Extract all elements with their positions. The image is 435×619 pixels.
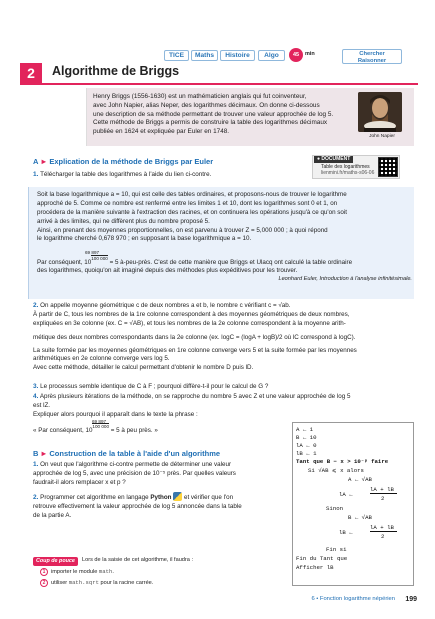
python-logo-icon (173, 492, 182, 501)
question-text: La suite formée par les moyennes géométriques en 1re colonne converge vers 5 et la suite formée par les moyennes (33, 346, 357, 354)
quote-exponent-numerator: 69 897 (92, 418, 107, 424)
algorithm-line: lA + lB (370, 524, 394, 531)
question-text: À partir de C, tous les nombres de la 1re colonne correspondent à des moyennes géométriques de deux nombres, (33, 310, 350, 318)
tip-item-2 (40, 579, 153, 588)
question-number: 3. (33, 383, 39, 390)
intro-line: publiée en 1624 et expliquée par Euler en 1748. (93, 128, 230, 136)
time-unit: min (305, 51, 315, 57)
fraction-bar (370, 531, 397, 532)
quote-suffix: = 5 à-peu-près. C'est de cette manière que Briggs et Ulacq ont calculé la table ordinaire (107, 258, 353, 266)
quote-line: des logarithmes, quoiqu'on ait imaginé depuis des méthodes plus expéditives pour les trouver. (37, 267, 298, 275)
algorithm-line: Tant que B − x > 10⁻ᵖ faire (296, 458, 389, 465)
qr-code-icon[interactable] (378, 157, 398, 177)
part-b-heading (33, 449, 220, 460)
tag-maths: Maths (191, 50, 218, 61)
question-text: = 5 à peu près. » (109, 427, 158, 435)
quote-prefix: Par conséquent, 10 (37, 258, 92, 266)
tip-item-1 (40, 568, 114, 577)
question-a2 (33, 301, 413, 373)
question-text: de la partie A. (33, 511, 72, 519)
question-number: 2. (33, 494, 39, 501)
question-text: Expliquer alors pourquoi il apparaît dans le texte la phrase : (33, 410, 198, 418)
skill-line2: Raisonner (357, 57, 387, 64)
tag-algo: Algo (258, 50, 285, 61)
tip-item-number: 2 (40, 579, 48, 587)
quote-line: Ainsi, en prenant des moyennes proportionnelles, on est parvenu à trouver Z = 5,000 000 ; à quoi répond (37, 226, 328, 234)
algorithm-line: 2 (381, 495, 385, 502)
tip-item-number: 1 (40, 568, 48, 576)
john-napier-portrait (358, 92, 402, 132)
part-a-title: Explication de la méthode de Briggs par Euler (49, 157, 214, 166)
algorithm-line: lA ← 0 (296, 442, 317, 449)
page-number: 199 (405, 596, 417, 603)
exercise-title: Algorithme de Briggs (52, 64, 180, 78)
intro-line: Henry Briggs (1556-1630) est un mathématicien anglais qui fut coinventeur, (93, 93, 307, 100)
question-text: est lZ. (33, 401, 51, 409)
question-text: approchée de log 5, avec une précision de 10⁻⁵ près. Par quelles valeurs (33, 469, 236, 477)
algorithm-line: Fin du Tant que (296, 555, 348, 562)
quote-line: le logarithme cherché 0,678 970 ; en supposant la base logarithmique a = 10. (37, 235, 252, 243)
skill-badge (342, 49, 402, 64)
quote-line: approché de 5. Comme ce nombre est renfermé entre les limites 1 et 10, dont les logarithmes sont 0 et 1, on (37, 199, 338, 207)
question-text: On veut que l'algorithme ci-contre permette de déterminer une valeur (40, 461, 232, 468)
euler-quote-text (37, 191, 412, 244)
algorithm-line: 2 (381, 533, 385, 540)
algorithm-line: lA + lB (370, 486, 394, 493)
algorithm-line: lB ← 1 (296, 450, 317, 457)
question-number: 2. (33, 302, 39, 309)
tip-badge: Coup de pouce (33, 557, 78, 566)
question-text: Le processus semble identique de C à F ; pourquoi diffère-t-il pour le calcul de G ? (40, 383, 269, 390)
quote-exponent-denominator: 100 000 (91, 255, 108, 261)
question-number: 4. (33, 393, 39, 400)
part-a-question-1 (33, 171, 211, 180)
question-text: « Par conséquent, 10 (33, 427, 93, 435)
skill-line1: Chercher (359, 51, 385, 57)
algorithm-line: lB ← (339, 529, 353, 536)
part-b-title: Construction de la table à l'aide d'un algorithme (49, 449, 221, 458)
intro-text (93, 93, 355, 137)
tip-item-code: math.sqrt (68, 579, 99, 586)
algorithm-line: Afficher lB (296, 564, 334, 571)
tip-text: Lors de la saisie de cet algorithme, il faudra : (82, 557, 194, 563)
python-label: Python (150, 494, 172, 501)
tip-item-text: . (112, 569, 114, 575)
tip-item-text: pour la racine carrée. (98, 580, 154, 586)
algorithm-line: Si √AB ⩽ x alors (308, 467, 364, 474)
algorithm-line: Fin si (326, 546, 347, 553)
question-a3 (33, 382, 413, 392)
exercise-number: 2 (20, 63, 42, 83)
tip-item-code: math (98, 568, 113, 575)
question-text: métique des deux nombres correspondants dans la 2e colonne (ex. logC = (logA + logB)/2 où lC correspond à logC). (33, 333, 356, 341)
question-text: retrouve effectivement la valeur approchée de log 5 annoncée dans la table (33, 502, 242, 510)
question-text: expliquées en 3e colonne (ex. C = √AB), et tous les nombres de la 2e colonne correspondent à la moyenne arith- (33, 319, 346, 327)
part-a-heading (33, 157, 213, 168)
question-text: Télécharger la table des logarithmes à l'aide du lien ci-contre. (40, 171, 212, 178)
question-text: Avec cette méthode, détailler le calcul permettant d'obtenir le nombre D puis lD. (33, 364, 254, 372)
title-divider (20, 83, 418, 85)
document-badge: ● DOCUMENT (314, 156, 353, 163)
algorithm-line: lA ← (339, 491, 353, 498)
question-text: et vérifier que l'on (182, 494, 234, 501)
quote-exponent-numerator: 69 897 (85, 250, 100, 255)
intro-line: une description de sa méthode permettant de trouver une valeur approchée de log 5. (93, 110, 334, 118)
arrow-right-icon: ► (40, 449, 48, 458)
quote-line: arrivé à des limites, qui ne diffèrent plus du nombre proposé 5. (37, 217, 210, 225)
question-text: Programmer cet algorithme en langage (40, 494, 151, 501)
quote-line: Soit la base logarithmique a = 10, qui est celle des tables ordinaires, et proposons-nous de trouver le logarithme (37, 191, 347, 198)
part-b-question-1 (33, 460, 283, 488)
quote-source: Leonhard Euler, Introduction à l'analyse infinitésimale. (278, 276, 412, 283)
algorithm-line: Sinon (326, 505, 344, 512)
document-text (321, 164, 374, 177)
timer-icon: 45 (289, 48, 303, 62)
question-number: 1. (33, 461, 39, 468)
part-b-question-2 (33, 492, 283, 521)
fraction-bar (370, 493, 397, 494)
quote-line: procédera de la manière suivante à l'extraction des racines, et on continuera les opérations jusqu'à ce qu'on soit (37, 208, 348, 216)
arrow-right-icon: ► (40, 157, 48, 166)
portrait-caption: John Napier (369, 134, 395, 139)
algorithm-line: A ← 1 (296, 426, 314, 433)
chapter-label: 6 • Fonction logarithme népérien (311, 596, 395, 602)
algorithm-line: A ← √AB (348, 476, 372, 483)
tip-item-text: utiliser (51, 580, 69, 586)
tag-histoire: Histoire (220, 50, 255, 61)
document-badge-label: DOCUMENT (321, 156, 351, 162)
algorithm-line: B ← √AB (348, 514, 372, 521)
intro-line: avec John Napier, alias Neper, des logarithmes décimaux. On donne ci-dessous (93, 101, 320, 109)
question-number: 1. (33, 171, 39, 178)
part-a-letter: A (33, 157, 39, 166)
quote-exponent-denominator: 100 000 (92, 424, 110, 430)
question-text: faudrait-il alors remplacer x et p ? (33, 478, 126, 486)
question-text: Après plusieurs itérations de la méthode, on se rapproche du nombre 5 avec Z et une valeur approchée de log 5 (39, 393, 351, 400)
tip-item-text: importer le module (51, 569, 99, 575)
intro-line: Cette méthode de Briggs a permis de construire la table des logarithmes décimaux (93, 119, 328, 127)
tag-tice: TICE (164, 50, 189, 61)
quote-conclusion (37, 251, 412, 284)
document-title: Table des logarithmes (321, 164, 370, 170)
algorithm-line: B ← 10 (296, 434, 317, 441)
question-text: arithmétiques en 2e colonne converge vers log 5. (33, 355, 170, 363)
question-text: On appelle moyenne géométrique c de deux nombres a et b, le nombre c vérifiant c = √ab. (40, 302, 291, 309)
document-link[interactable]: lienmini.fr/maths-s06-06 (321, 170, 375, 177)
part-b-letter: B (33, 449, 39, 458)
